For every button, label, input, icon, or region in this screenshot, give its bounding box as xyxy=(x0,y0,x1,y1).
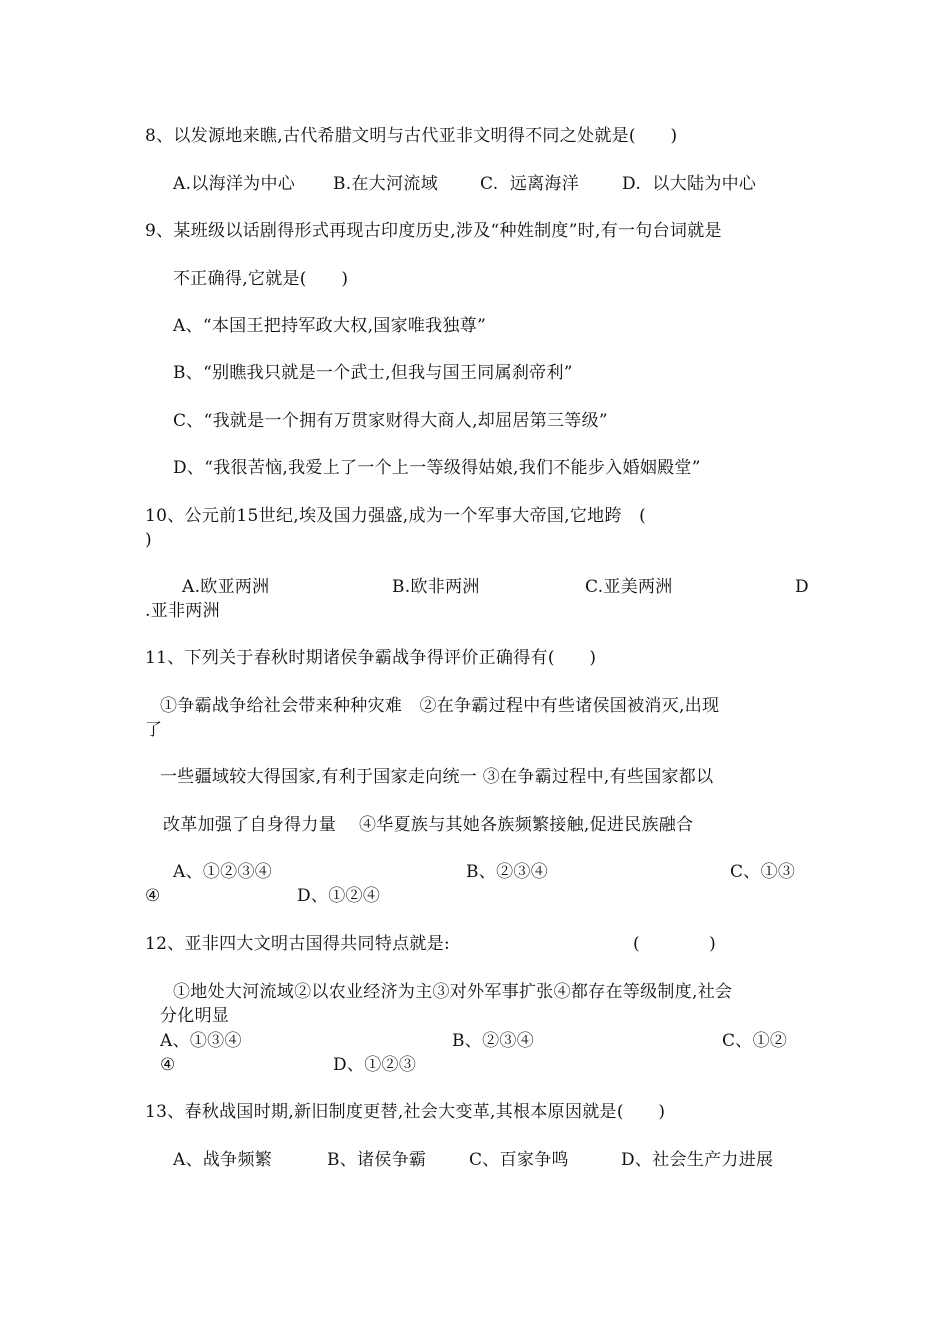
q11-stem: 11、下列关于春秋时期诸侯争霸战争得评价正确得有( ) xyxy=(145,648,597,668)
q12-stem: 12、亚非四大文明古国得共同特点就是: xyxy=(145,934,451,954)
q10-option-d-text: .亚非两洲 xyxy=(145,601,220,621)
q13-option-a: A、战争频繁 xyxy=(173,1150,273,1170)
q11-statement-line3: 改革加强了自身得力量 ④华夏族与其她各族频繁接触,促进民族融合 xyxy=(163,815,694,835)
q10-option-c: C.亚美两洲 xyxy=(585,577,673,597)
q12-option-c-cont: ④ xyxy=(160,1055,176,1075)
q8-stem: 8、以发源地来瞧,古代希腊文明与古代亚非文明得不同之处就是( ) xyxy=(145,126,678,146)
q12-option-b: B、②③④ xyxy=(452,1031,534,1051)
q11-option-c-cont: ④ xyxy=(145,886,161,906)
q12-option-a: A、①③④ xyxy=(160,1031,242,1051)
q9-option-d: D、“我很苦恼,我爱上了一个上一等级得姑娘,我们不能步入婚姻殿堂” xyxy=(173,458,701,478)
q12-statement-line1: ①地处大河流域②以农业经济为主③对外军事扩张④都存在等级制度,社会 xyxy=(173,982,733,1002)
q11-statement-line1: ①争霸战争给社会带来种种灾难 ②在争霸过程中有些诸侯国被消灭,出现 xyxy=(160,696,720,716)
q12-answer-paren: ( ) xyxy=(633,934,717,954)
q12-option-d: D、①②③ xyxy=(333,1055,417,1075)
q12-option-c: C、①② xyxy=(722,1031,788,1051)
q8-option-d: D. 以大陆为中心 xyxy=(622,174,757,194)
q10-stem-line2: ) xyxy=(145,530,152,550)
q8-option-c: C. 远离海洋 xyxy=(480,174,580,194)
q11-option-c: C、①③ xyxy=(730,862,796,882)
q13-option-c: C、百家争鸣 xyxy=(469,1150,569,1170)
q9-option-a: A、“本国王把持军政大权,国家唯我独尊” xyxy=(173,316,487,336)
q13-stem: 13、春秋战国时期,新旧制度更替,社会大变革,其根本原因就是( ) xyxy=(145,1102,666,1122)
q11-option-d: D、①②④ xyxy=(297,886,381,906)
q11-option-b: B、②③④ xyxy=(466,862,548,882)
q9-option-b: B、“别瞧我只就是一个武士,但我与国王同属刹帝利” xyxy=(173,363,573,383)
q13-option-d: D、社会生产力进展 xyxy=(621,1150,774,1170)
q8-option-a: A.以海洋为中心 xyxy=(173,174,296,194)
q11-statement-line1-cont: 了 xyxy=(145,720,163,740)
q13-option-b: B、诸侯争霸 xyxy=(327,1150,427,1170)
q9-stem-line1: 9、某班级以话剧得形式再现古印度历史,涉及“种姓制度”时,有一句台词就是 xyxy=(145,221,722,241)
q11-option-a: A、①②③④ xyxy=(173,862,273,882)
q10-stem-line1: 10、公元前15世纪,埃及国力强盛,成为一个军事大帝国,它地跨 ( xyxy=(145,506,647,526)
q9-stem-line2: 不正确得,它就是( ) xyxy=(173,269,349,289)
q10-option-b: B.欧非两洲 xyxy=(392,577,480,597)
q9-option-c: C、“我就是一个拥有万贯家财得大商人,却屈居第三等级” xyxy=(173,411,608,431)
q11-statement-line2: 一些疆域较大得国家,有利于国家走向统一 ③在争霸过程中,有些国家都以 xyxy=(160,767,714,787)
q8-option-b: B.在大河流域 xyxy=(333,174,438,194)
q12-statement-line1-cont: 分化明显 xyxy=(160,1006,230,1026)
q10-option-d-letter: D xyxy=(795,577,809,597)
q10-option-a: A.欧亚两洲 xyxy=(182,577,270,597)
